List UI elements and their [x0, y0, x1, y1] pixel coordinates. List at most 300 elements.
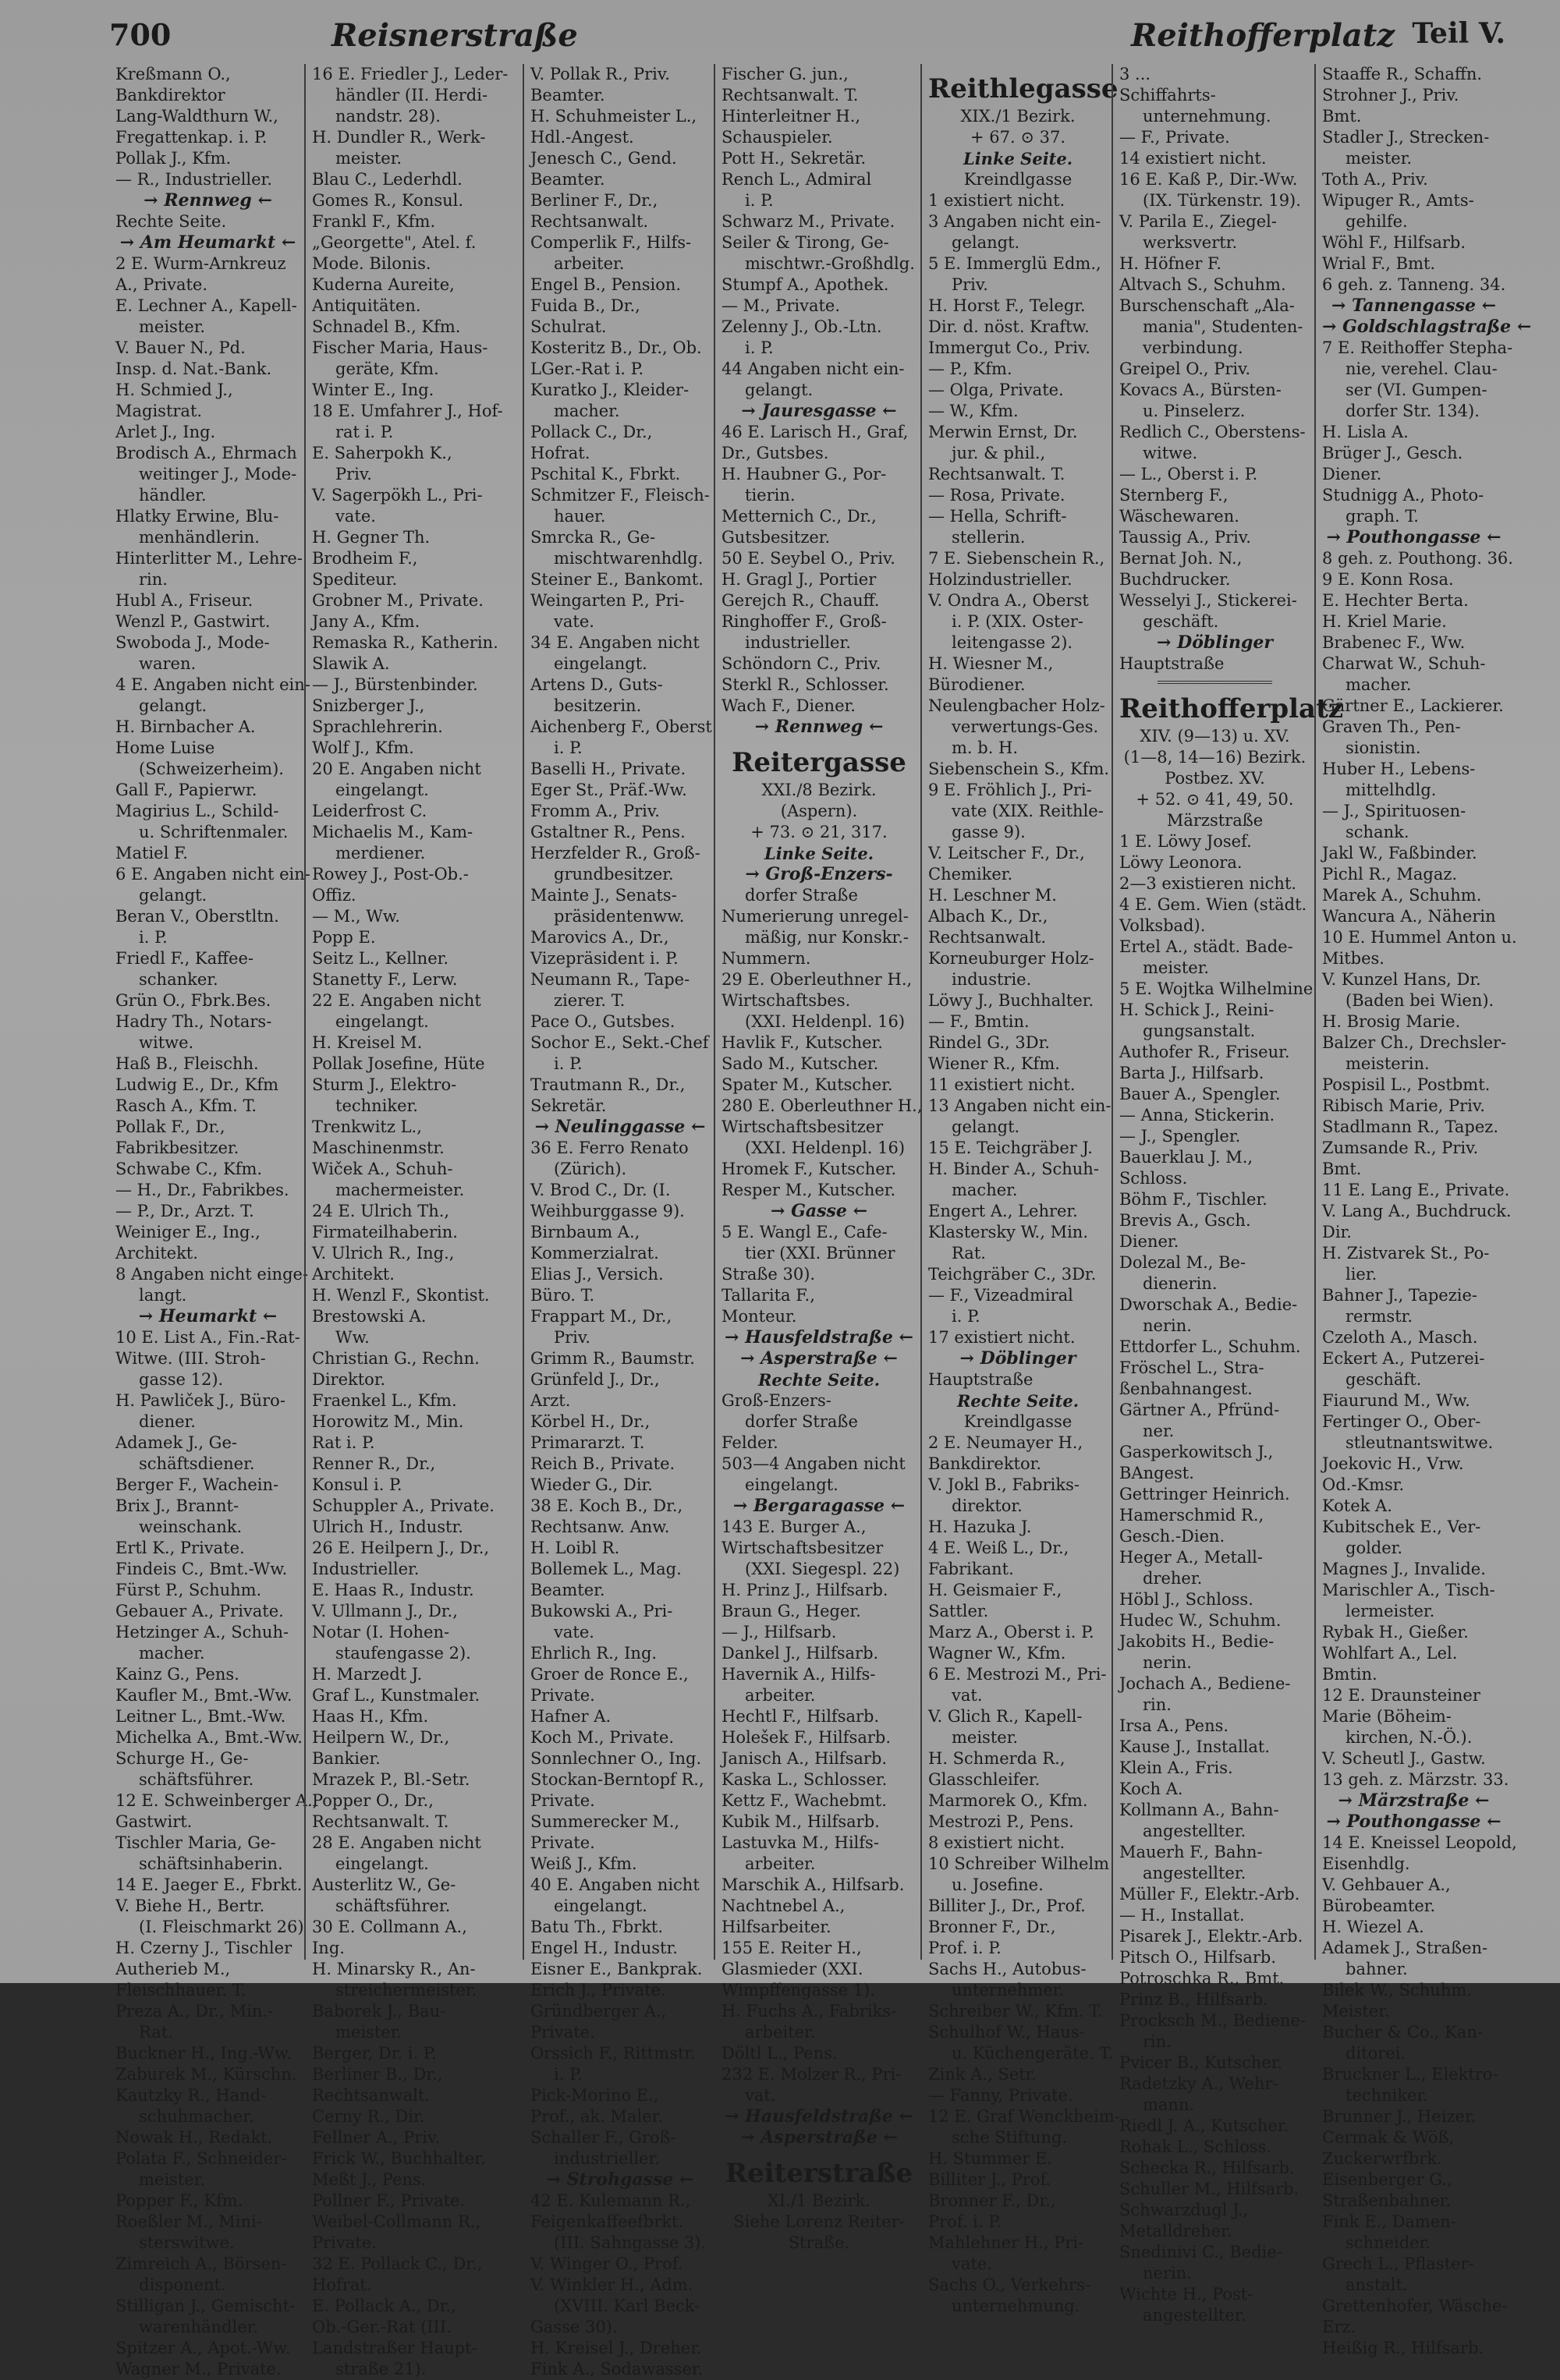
directory-entry: Rechtsanwalt.: [312, 2086, 431, 2105]
directory-entry: Priv.: [554, 1328, 590, 1347]
directory-entry: 14 E. Kneissel Leopold,: [1322, 1833, 1517, 1852]
directory-entry: Wohlfart A., Lel.: [1322, 1644, 1458, 1663]
directory-entry: V. Jokl B., Fabriks-: [928, 1475, 1080, 1494]
directory-entry: Fromm A., Priv.: [530, 802, 660, 820]
directory-entry: Ehrlich R., Ing.: [530, 1644, 658, 1663]
directory-entry: i. P. (XIX. Oster-: [952, 612, 1084, 631]
directory-entry: i. P.: [745, 191, 774, 210]
directory-entry: Sterkl R., Schlosser.: [722, 675, 889, 694]
directory-entry: techniker.: [1346, 2086, 1428, 2105]
directory-entry: Reich B., Private.: [530, 1454, 675, 1473]
directory-entry: 40 E. Angaben nicht: [530, 1875, 700, 1894]
directory-entry: Schnadel B., Kfm.: [312, 317, 461, 336]
directory-entry: gasse 12).: [139, 1370, 224, 1389]
directory-entry: rermstr.: [1346, 1307, 1413, 1326]
column-4: [714, 64, 923, 2252]
directory-entry: Nowak H., Redakt.: [115, 2128, 273, 2147]
cross-street: → Hausfeldstraße ←: [725, 1327, 913, 1348]
directory-entry: Tallarita F.,: [722, 1286, 815, 1305]
directory-entry: Kuderna Aureite,: [312, 275, 455, 294]
directory-entry: Metternich C., Dr.,: [722, 507, 877, 526]
directory-entry: Metalldreher.: [1119, 2222, 1232, 2240]
directory-entry: Wirtschaftsbesitzer: [722, 1539, 884, 1557]
directory-entry: Marovics A., Dr.,: [530, 928, 669, 947]
directory-entry: Riedl J. A., Kutscher.: [1119, 2116, 1289, 2135]
directory-entry: Brabenec F., Ww.: [1322, 633, 1466, 652]
directory-entry: Straßenbahner.: [1322, 2191, 1452, 2210]
directory-entry: Procksch M., Bediene-: [1119, 2011, 1306, 2030]
directory-entry: Schulrat.: [530, 317, 607, 336]
directory-entry: Landstraßer Haupt-: [312, 2339, 477, 2357]
directory-entry: — J., Hilfsarb.: [722, 1623, 837, 1642]
directory-entry: dreher.: [1143, 1569, 1203, 1588]
directory-entry: 16 E. Kaß P., Dir.-Ww.: [1119, 170, 1298, 189]
directory-entry: 9 E. Fröhlich J., Pri-: [928, 781, 1092, 799]
directory-entry: gelangt.: [139, 696, 207, 715]
directory-entry: macher.: [1346, 675, 1412, 694]
directory-entry: (IX. Türkenstr. 19).: [1143, 191, 1301, 210]
cross-street: → Hausfeldstraße ←: [725, 2106, 913, 2127]
directory-entry: Volksbad).: [1119, 916, 1206, 935]
directory-entry: Adamek J., Ge-: [115, 1433, 237, 1452]
directory-entry: Schloss.: [1119, 1169, 1188, 1188]
directory-entry: Rat i. P.: [312, 1433, 375, 1452]
directory-entry: Kause J., Installat.: [1119, 1737, 1271, 1756]
directory-entry: Greipel O., Priv.: [1119, 359, 1251, 378]
directory-entry: m. b. H.: [952, 738, 1019, 757]
directory-entry: 8 geh. z. Pouthong. 36.: [1322, 549, 1513, 568]
cross-street: → Strohgasse ←: [546, 2169, 694, 2190]
street-info: + 67. ⊙ 37.: [970, 128, 1065, 147]
directory-entry: Dr., Gutsbes.: [722, 444, 829, 462]
directory-entry: rin.: [1143, 1695, 1172, 1714]
street-info: Kreindlgasse: [963, 1412, 1072, 1431]
directory-entry: Schulhof W., Haus-: [928, 2023, 1085, 2042]
directory-entry: eingelangt.: [335, 781, 429, 799]
directory-entry: Eisner E., Bankprak.: [530, 1960, 703, 1978]
directory-entry: Zumsande R., Priv.: [1322, 1139, 1479, 1157]
side-heading: Rechte Seite.: [956, 1391, 1080, 1411]
directory-entry: nandstr. 28).: [335, 107, 441, 126]
directory-entry: Pollak Josefine, Hüte: [312, 1054, 485, 1073]
directory-entry: — W., Kfm.: [928, 402, 1019, 420]
directory-entry: Mrazek P., Bl.-Setr.: [312, 1770, 470, 1789]
street-info: (Aspern).: [780, 802, 858, 820]
directory-entry: Sattler.: [928, 1602, 989, 1620]
directory-entry: Böhm F., Tischler.: [1119, 1190, 1268, 1209]
directory-entry: Frankl F., Kfm.: [312, 212, 436, 231]
directory-entry: — M., Private.: [722, 296, 841, 315]
directory-entry: sterswitwe.: [139, 2233, 235, 2252]
cross-street: → Pouthongasse ←: [1326, 1812, 1502, 1832]
directory-entry: H. Lisla A.: [1322, 423, 1409, 441]
directory-entry: Diener.: [1322, 465, 1382, 483]
column-1: [109, 64, 318, 2378]
directory-entry: rin.: [139, 570, 168, 589]
directory-entry: H. Gegner Th.: [312, 528, 431, 547]
directory-entry: Eisenhdlg.: [1322, 1854, 1410, 1873]
directory-entry: Huber H., Lebens-: [1322, 760, 1476, 778]
directory-entry: Offiz.: [312, 886, 356, 905]
directory-entry: mittelhdlg.: [1346, 781, 1437, 799]
directory-entry: Kubik M., Hilfsarb.: [722, 1812, 880, 1831]
directory-entry: H. Fuchs A., Fabriks-: [722, 2002, 897, 2021]
directory-entry: (XVIII. Karl Beck-: [554, 2297, 700, 2315]
directory-entry: Ettdorfer L., Schuhm.: [1119, 1337, 1301, 1356]
directory-entry: Grech L., Pflaster-: [1322, 2254, 1474, 2273]
cross-street: → Am Heumarkt ←: [119, 232, 296, 253]
directory-entry: Wagner M., Private.: [115, 2360, 282, 2378]
directory-entry: Engert A., Lehrer.: [928, 1202, 1078, 1220]
directory-entry: 12 E. Draunsteiner: [1322, 1686, 1480, 1705]
street-info: Siehe Lorenz Reiter-: [733, 2212, 905, 2231]
directory-entry: V. Gehbauer A.,: [1322, 1875, 1451, 1894]
directory-entry: meister.: [335, 2023, 402, 2042]
directory-entry: schuhmacher.: [139, 2107, 254, 2126]
directory-entry: Gärtner E., Lackierer.: [1322, 696, 1504, 715]
street-title: Reithofferplatz: [1119, 693, 1344, 724]
directory-entry: straße 21).: [335, 2360, 427, 2378]
directory-entry: Gastwirt.: [115, 1812, 193, 1831]
directory-entry: Sekretär.: [530, 1096, 607, 1115]
directory-entry: Altvach S., Schuhm.: [1119, 275, 1286, 294]
directory-entry: Wöhl F., Hilfsarb.: [1322, 233, 1466, 252]
directory-entry: Priv.: [952, 275, 988, 294]
directory-entry: Dankel J., Hilfsarb.: [722, 1644, 879, 1663]
directory-entry: Autherieb M.,: [115, 1960, 231, 1978]
directory-entry: Kubitschek E., Ver-: [1322, 1518, 1481, 1536]
directory-entry: Schaller F., Groß-: [530, 2128, 676, 2147]
directory-entry: Rechtsanw. Anw.: [530, 1518, 670, 1536]
directory-entry: E. Lechner A., Kapell-: [115, 296, 297, 315]
directory-entry: Korneuburger Holz-: [928, 949, 1094, 968]
directory-entry: 50 E. Seybel O., Priv.: [722, 549, 895, 568]
directory-entry: Mitbes.: [1322, 949, 1384, 968]
directory-entry: Bruckner L., Elektro-: [1322, 2065, 1498, 2084]
directory-entry: i. P.: [745, 338, 774, 357]
directory-entry: schank.: [1346, 823, 1409, 841]
directory-entry: Findeis C., Bmt.-Ww.: [115, 1560, 288, 1578]
directory-entry: Remaska R., Katherin.: [312, 633, 498, 652]
directory-entry: meister.: [952, 1728, 1019, 1747]
directory-entry: 10 Schreiber Wilhelm: [928, 1854, 1110, 1873]
directory-entry: Fink A., Sodawasser.: [530, 2360, 704, 2378]
directory-entry: Kaufler M., Bmt.-Ww.: [115, 1686, 292, 1705]
directory-entry: Monteur.: [722, 1307, 797, 1326]
directory-entry: Schwabe C., Kfm.: [115, 1160, 263, 1178]
directory-entry: Charwat W., Schuh-: [1322, 654, 1486, 673]
directory-entry: dorfer Straße: [745, 1412, 858, 1431]
directory-entry: Rechtsanwalt.: [928, 928, 1047, 947]
directory-entry: gungsanstalt.: [1143, 1022, 1256, 1040]
directory-entry: Hamerschmid R.,: [1119, 1506, 1264, 1525]
side-heading: Linke Seite.: [764, 844, 874, 863]
directory-entry: Eger St., Präf.-Ww.: [530, 781, 687, 799]
directory-entry: Christian G., Rechn.: [312, 1349, 480, 1368]
directory-entry: präsidentenww.: [554, 907, 685, 926]
directory-entry: ner.: [1143, 1422, 1175, 1440]
directory-entry: 38 E. Koch B., Dr.,: [530, 1496, 683, 1515]
directory-entry: Gutsbesitzer.: [722, 528, 831, 547]
directory-entry: 10 E. Hummel Anton u.: [1322, 928, 1517, 947]
directory-entry: Wach F., Diener.: [722, 696, 856, 715]
directory-entry: Herzfelder R., Groß-: [530, 844, 700, 862]
directory-entry: (Zürich).: [554, 1160, 627, 1178]
directory-entry: Notar (I. Hohen-: [312, 1623, 450, 1642]
directory-entry: Wesselyi J., Stickerei-: [1119, 591, 1297, 610]
directory-entry: Cerny R., Dir.: [312, 2107, 425, 2126]
directory-entry: Straße 30).: [722, 1265, 816, 1284]
directory-entry: Grobner M., Private.: [312, 591, 484, 610]
directory-entry: Rat.: [139, 2023, 173, 2042]
directory-entry: i. P.: [952, 1307, 980, 1326]
directory-entry: V. Parila E., Ziegel-: [1119, 212, 1277, 231]
directory-entry: Private.: [530, 1791, 595, 1810]
directory-entry: Ing.: [312, 1939, 345, 1957]
directory-entry: Döltl L., Pens.: [722, 2044, 838, 2063]
directory-entry: Weihburggasse 9).: [530, 1202, 685, 1220]
directory-entry: Brodheim F.,: [312, 549, 418, 568]
directory-entry: Graven Th., Pen-: [1322, 717, 1461, 736]
directory-entry: macher.: [139, 1644, 205, 1663]
directory-entry: schäftsdiener.: [139, 1454, 255, 1473]
cross-street: → Pouthongasse ←: [1326, 527, 1502, 547]
directory-entry: Private.: [530, 1686, 595, 1705]
directory-entry: H. Horst F., Telegr.: [928, 296, 1086, 315]
directory-entry: V. Ullmann J., Dr.,: [312, 1602, 458, 1620]
street-info: + 52. ⊙ 41, 49, 50.: [1136, 790, 1294, 809]
directory-entry: H. Höfner F.: [1119, 254, 1222, 273]
directory-entry: 143 E. Burger A.,: [722, 1518, 867, 1536]
cross-street: → Goldschlagstraße ←: [1322, 317, 1532, 337]
directory-entry: Seiler & Tirong, Ge-: [722, 233, 889, 252]
directory-entry: Klein A., Fris.: [1119, 1758, 1233, 1777]
directory-entry: vate.: [554, 612, 594, 631]
directory-entry: Dworschak A., Bedie-: [1119, 1295, 1298, 1314]
directory-entry: Hlatky Erwine, Blu-: [115, 507, 279, 526]
directory-entry: vate.: [952, 2254, 992, 2273]
directory-entry: Antiquitäten.: [312, 296, 421, 315]
directory-entry: Beamter.: [530, 86, 605, 104]
directory-entry: — Rosa, Private.: [928, 486, 1065, 505]
directory-entry: Mauerh F., Bahn-: [1119, 1843, 1263, 1861]
directory-entry: werksvertr.: [1143, 233, 1238, 252]
directory-entry: Grimm R., Baumstr.: [530, 1349, 695, 1368]
directory-entry: Pollak F., Dr.,: [115, 1117, 225, 1136]
directory-entry: Hafner A.: [530, 1707, 612, 1726]
directory-entry: Baselli H., Private.: [530, 760, 686, 778]
directory-entry: Wagner W., Kfm.: [928, 1644, 1066, 1663]
directory-entry: Brüger J., Gesch.: [1322, 444, 1463, 462]
street-info: Märzstraße: [1166, 811, 1264, 830]
directory-entry: 280 E. Oberleuthner H.,: [722, 1096, 923, 1115]
directory-entry: Spitzer A., Apot.-Ww.: [115, 2339, 291, 2357]
directory-entry: Gesch.-Dien.: [1119, 1527, 1225, 1546]
cross-street: → Döblinger: [959, 1348, 1076, 1369]
directory-entry: Bucher & Co., Kan-: [1322, 2023, 1483, 2042]
directory-entry: waren.: [139, 654, 197, 673]
directory-entry: Magirius L., Schild-: [115, 802, 279, 820]
directory-entry: Popp E.: [312, 928, 376, 947]
directory-entry: Balzer Ch., Drechsler-: [1322, 1033, 1507, 1052]
street-info: (1—8, 14—16) Bezirk.: [1123, 748, 1306, 767]
directory-entry: rat i. P.: [335, 423, 394, 441]
directory-entry: meisterin.: [1346, 1054, 1430, 1073]
directory-entry: Buchdrucker.: [1119, 570, 1231, 589]
directory-entry: A., Private.: [115, 275, 208, 294]
directory-entry: Feigenkaffeefbrkt.: [530, 2212, 684, 2231]
directory-entry: i. P.: [554, 1054, 583, 1073]
directory-entry: Wirtschaftsbes.: [722, 991, 851, 1010]
directory-entry: Bürodiener.: [928, 675, 1026, 694]
directory-entry: händler.: [139, 486, 207, 505]
directory-entry: — F., Vizeadmiral: [928, 1286, 1073, 1305]
directory-entry: — J., Spengler.: [1119, 1127, 1241, 1146]
directory-entry: kirchen, N.-Ö.).: [1346, 1728, 1473, 1747]
directory-entry: BAngest.: [1119, 1464, 1194, 1482]
directory-entry: Fuida B., Dr.,: [530, 296, 640, 315]
directory-entry: 4 E. Angaben nicht ein-: [115, 675, 310, 694]
directory-entry: disponent.: [139, 2276, 226, 2294]
directory-entry: sionistin.: [1346, 738, 1421, 757]
directory-entry: — H., Dr., Fabrikbes.: [115, 1181, 289, 1199]
directory-entry: Pick-Morino E.,: [530, 2086, 659, 2105]
directory-entry: E. Pollack A., Dr.,: [312, 2297, 456, 2315]
directory-entry: Kosteritz B., Dr., Ob.: [530, 338, 702, 357]
directory-entry: Wieder G., Dir.: [530, 1475, 653, 1494]
directory-entry: H. Kreisel J., Dreher.: [530, 2339, 702, 2357]
directory-entry: Gärtner A., Pfründ-: [1119, 1401, 1280, 1419]
directory-entry: Fürst P., Schuhm.: [115, 1581, 262, 1599]
cross-street: → Neulinggasse ←: [534, 1117, 706, 1137]
directory-entry: V. Lang A., Buchdruck.: [1322, 1202, 1512, 1220]
directory-entry: — F., Bmtin.: [928, 1012, 1030, 1031]
directory-entry: 46 E. Larisch H., Graf,: [722, 423, 909, 441]
directory-entry: Marz A., Oberst i. P.: [928, 1623, 1094, 1642]
directory-entry: Bmt.: [1322, 107, 1362, 126]
directory-entry: u. Schriftenmaler.: [139, 823, 289, 841]
directory-entry: Radetzky A., Wehr-: [1119, 2074, 1278, 2093]
directory-entry: Ribisch Marie, Priv.: [1322, 1096, 1485, 1115]
directory-entry: schanker.: [139, 970, 218, 989]
directory-entry: Bilek W., Schuhm.: [1322, 1981, 1472, 1999]
column-7: [1314, 64, 1532, 2357]
directory-entry: verwertungs-Ges.: [952, 717, 1099, 736]
directory-entry: Rechte Seite.: [115, 212, 227, 231]
directory-entry: H. Marzedt J.: [312, 1665, 423, 1684]
directory-entry: H. Czerny J., Tischler: [115, 1939, 292, 1957]
directory-entry: Adamek J., Straßen-: [1322, 1939, 1488, 1957]
directory-entry: Rasch A., Kfm. T.: [115, 1096, 257, 1115]
directory-entry: Schöndorn C., Priv.: [722, 654, 881, 673]
right-street-heading: Reithofferplatz: [1131, 17, 1395, 54]
directory-entry: 11 existiert nicht.: [928, 1075, 1076, 1094]
column-2: [304, 64, 519, 2378]
directory-entry: Kautzky R., Hand-: [115, 2086, 267, 2105]
directory-entry: Wolf J., Kfm.: [312, 738, 414, 757]
directory-entry: vat.: [745, 2086, 776, 2105]
directory-entry: Pvicer B., Kutscher.: [1119, 2053, 1283, 2072]
directory-entry: Neulengbacher Holz-: [928, 696, 1105, 715]
directory-entry: 4 E. Weiß L., Dr.,: [928, 1539, 1069, 1557]
directory-entry: Diener.: [1119, 1232, 1179, 1251]
directory-entry: Irsa A., Pens.: [1119, 1716, 1229, 1735]
directory-entry: meister.: [139, 317, 206, 336]
directory-entry: H. Loibl R.: [530, 1539, 620, 1557]
directory-entry: Spediteur.: [312, 570, 398, 589]
directory-entry: geräte, Kfm.: [335, 359, 439, 378]
directory-entry: Gettringer Heinrich.: [1119, 1485, 1290, 1503]
directory-entry: tier (XXI. Brünner: [745, 1244, 895, 1263]
directory-entry: stleutnantswitwe.: [1346, 1433, 1494, 1452]
directory-entry: Grettenhofer, Wäsche-: [1322, 2297, 1508, 2315]
directory-entry: Prof., ak. Maler.: [530, 2107, 664, 2126]
directory-entry: mann.: [1143, 2095, 1195, 2114]
directory-entry: i. P.: [554, 738, 583, 757]
directory-entry: eingelangt.: [554, 654, 647, 673]
directory-entry: Frick W., Buchhalter.: [312, 2149, 486, 2168]
directory-entry: 32 E. Pollack C., Dr.,: [312, 2254, 483, 2273]
directory-entry: — H., Installat.: [1119, 1906, 1245, 1925]
directory-entry: Bauerklau J. M.,: [1119, 1148, 1253, 1167]
directory-entry: Magistrat.: [115, 402, 203, 420]
directory-entry: meister.: [1143, 958, 1210, 977]
directory-entry: Eisenberger G.,: [1322, 2170, 1452, 2189]
directory-entry: H. Wiesner M.,: [928, 654, 1054, 673]
directory-entry: Batu Th., Fbrkt.: [530, 1918, 664, 1936]
directory-entry: Architekt.: [115, 1244, 198, 1263]
directory-entry: Fertinger O., Ober-: [1322, 1412, 1481, 1431]
directory-entry: grundbesitzer.: [554, 865, 674, 884]
directory-entry: Brodisch A., Ehrmach: [115, 444, 297, 462]
cross-street: → Jauresgasse ←: [741, 401, 897, 421]
directory-entry: Hilfsarbeiter.: [722, 1918, 831, 1936]
directory-entry: LGer.-Rat i. P.: [530, 359, 644, 378]
directory-entry: Bronner F., Dr.,: [928, 1918, 1056, 1936]
directory-entry: H. Geismaier F.,: [928, 1581, 1062, 1599]
directory-entry: Bankdirektor: [115, 86, 225, 104]
directory-entry: industrieller.: [554, 2149, 660, 2168]
directory-entry: geschäft.: [1346, 1370, 1422, 1389]
cross-street: → Tannengasse ←: [1331, 296, 1497, 316]
directory-entry: 20 E. Angaben nicht: [312, 760, 481, 778]
directory-entry: Popper O., Dr.,: [312, 1791, 434, 1810]
directory-entry: 16 E. Friedler J., Leder-: [312, 65, 509, 83]
directory-entry: Zaburek M., Kürschn.: [115, 2065, 297, 2084]
directory-entry: (Baden bei Wien).: [1346, 991, 1494, 1010]
street-title: Reiterstraße: [725, 2158, 913, 2189]
directory-entry: angestellter.: [1143, 2306, 1246, 2325]
directory-entry: Rybak H., Gießer.: [1322, 1623, 1469, 1642]
directory-entry: 13 geh. z. Märzstr. 33.: [1322, 1770, 1509, 1789]
directory-entry: Bahner J., Tapezie-: [1322, 1286, 1478, 1305]
directory-entry: Blau C., Lederhdl.: [312, 170, 463, 189]
directory-entry: Priv.: [335, 465, 372, 483]
directory-entry: Stumpf A., Apothek.: [722, 275, 889, 294]
directory-entry: händler (II. Herdi-: [335, 86, 488, 104]
directory-entry: eingelangt.: [335, 1854, 429, 1873]
directory-entry: Braun G., Heger.: [722, 1602, 861, 1620]
directory-entry: Kuratko J., Kleider-: [530, 381, 690, 399]
directory-entry: Zelenny J., Ob.-Ltn.: [722, 317, 882, 336]
directory-entry: Burschenschaft „Ala-: [1119, 296, 1295, 315]
directory-entry: 22 E. Angaben nicht: [312, 991, 481, 1010]
directory-entry: 24 E. Ulrich Th.,: [312, 1202, 450, 1220]
directory-entry: Rechtsanwalt. T.: [928, 465, 1065, 483]
directory-entry: Hubl A., Friseur.: [115, 591, 254, 610]
directory-entry: — R., Industrieller.: [115, 170, 272, 189]
directory-entry: Pott H., Sekretär.: [722, 149, 867, 168]
